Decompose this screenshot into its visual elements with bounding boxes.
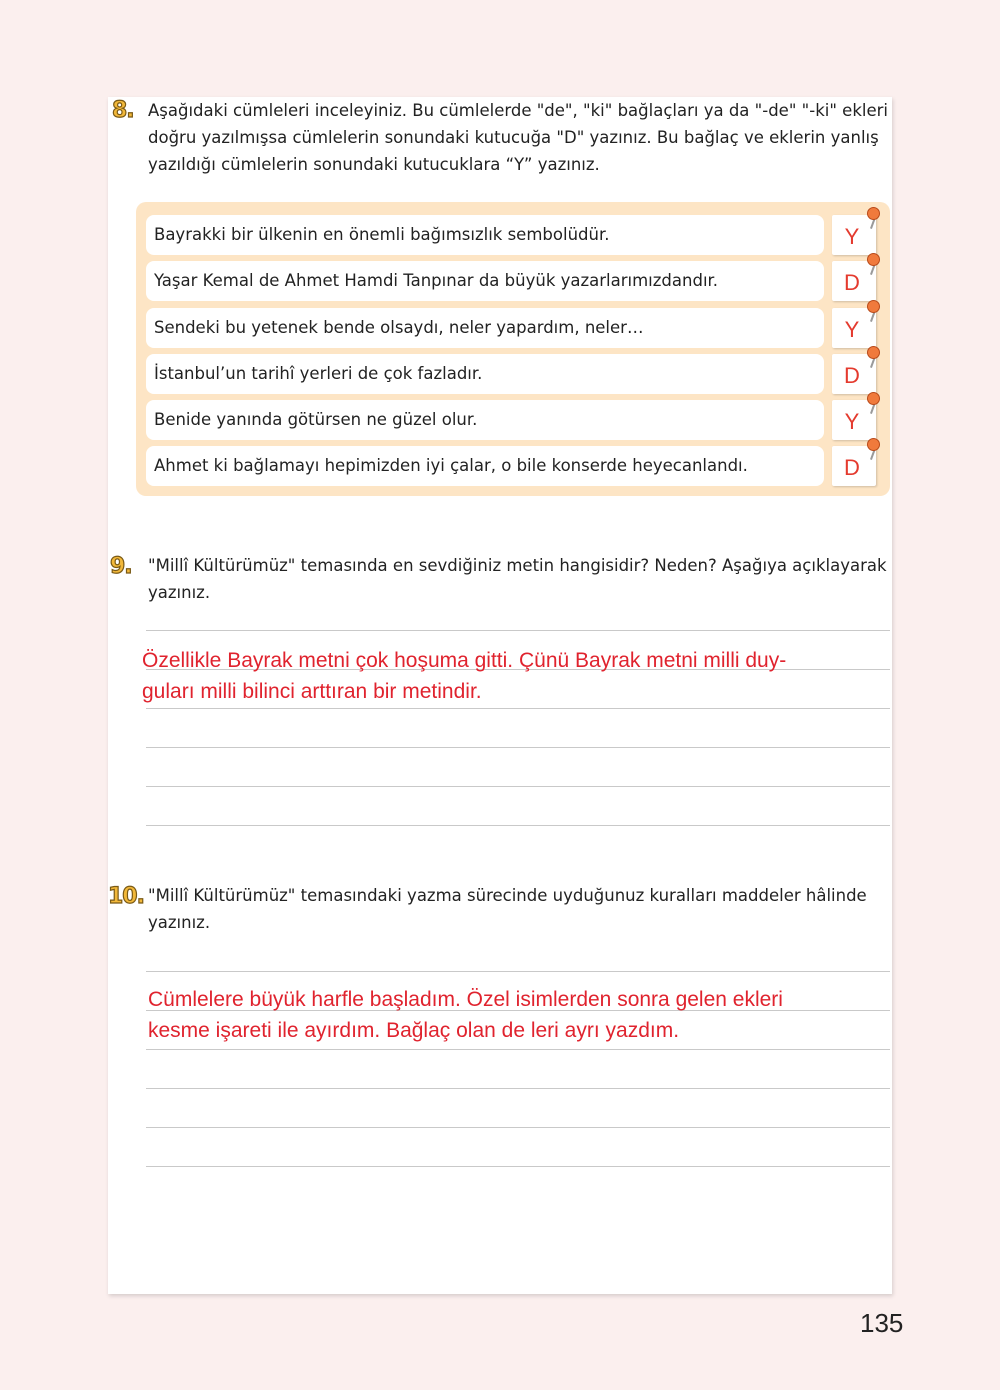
- writing-line: [146, 971, 890, 972]
- answer-mark: D: [844, 455, 860, 480]
- writing-line: [146, 630, 890, 631]
- writing-line: [146, 1088, 890, 1089]
- answer-box[interactable]: [832, 400, 876, 440]
- sentence-text: İstanbul’un tarihî yerleri de çok fazladır.: [154, 364, 483, 383]
- answer-mark: D: [844, 363, 860, 388]
- writing-line: [146, 747, 890, 748]
- sentence-text: Yaşar Kemal de Ahmet Hamdi Tanpınar da büyük yazarlarımızdandır.: [154, 271, 719, 290]
- question-8-line-1: Aşağıdaki cümleleri inceleyiniz. Bu cümlelerde "de", "ki" bağlaçları ya da "-de" "-ki" ekleri: [148, 101, 888, 120]
- writing-line: [146, 1049, 890, 1050]
- page-number: 135: [860, 1308, 904, 1338]
- writing-line: [146, 786, 890, 787]
- answer-box[interactable]: [832, 308, 876, 348]
- question-10-line-1: "Millî Kültürümüz" temasındaki yazma sürecinde uyduğunuz kuralları maddeler hâlinde: [148, 886, 867, 905]
- sentence-text: Ahmet ki bağlamayı hepimizden iyi çalar, o bile konserde heyecanlandı.: [154, 456, 748, 475]
- question-8-number: 8.: [112, 98, 134, 123]
- answer-box[interactable]: [832, 446, 876, 486]
- answer-box[interactable]: [832, 215, 876, 255]
- answer-box[interactable]: [832, 354, 876, 394]
- handwritten-answer-line-1[interactable]: Cümlelere büyük harfle başladım. Özel isimlerden sonra gelen ekleri: [148, 988, 783, 1011]
- question-10-line-2: yazınız.: [148, 913, 211, 932]
- sentence-row: [146, 354, 824, 394]
- answer-mark: Y: [844, 224, 860, 249]
- sentence-text: Bayrakki bir ülkenin en önemli bağımsızlık sembolüdür.: [154, 225, 610, 244]
- answer-mark: Y: [844, 317, 860, 342]
- writing-line: [146, 825, 890, 826]
- sentence-row: [146, 215, 824, 255]
- handwritten-answer-line-2[interactable]: guları milli bilinci arttıran bir metindir.: [142, 680, 482, 703]
- writing-line: [146, 1127, 890, 1128]
- writing-line: [146, 708, 890, 709]
- answer-mark: Y: [844, 409, 860, 434]
- sentence-text: Sendeki bu yetenek bende olsaydı, neler yapardım, neler…: [154, 318, 644, 337]
- question-9-line-2: yazınız.: [148, 583, 211, 602]
- answer-mark: D: [844, 270, 860, 295]
- handwritten-answer-line-2[interactable]: kesme işareti ile ayırdım. Bağlaç olan de leri ayrı yazdım.: [148, 1019, 680, 1042]
- sentence-row: [146, 400, 824, 440]
- answer-box[interactable]: [832, 261, 876, 301]
- question-9-number: 9.: [110, 554, 132, 579]
- sentence-row: [146, 308, 824, 348]
- question-9-line-1: "Millî Kültürümüz" temasında en sevdiğiniz metin hangisidir? Neden? Aşağıya açıklayarak: [148, 556, 887, 575]
- sentence-row: [146, 446, 824, 486]
- question-10-number: 10.: [108, 884, 144, 909]
- sentence-row: [146, 261, 824, 301]
- writing-line: [146, 1166, 890, 1167]
- question-8-line-3: yazıldığı cümlelerin sonundaki kutucuklara “Y” yazınız.: [148, 155, 600, 174]
- sentence-text: Benide yanında götürsen ne güzel olur.: [154, 410, 478, 429]
- question-8-line-2: doğru yazılmışsa cümlelerin sonundaki kutucuğa "D" yazınız. Bu bağlaç ve eklerin yanlış: [148, 128, 879, 147]
- handwritten-answer-line-1[interactable]: Özellikle Bayrak metni çok hoşuma gitti. Çünü Bayrak metni milli duy-: [142, 649, 787, 672]
